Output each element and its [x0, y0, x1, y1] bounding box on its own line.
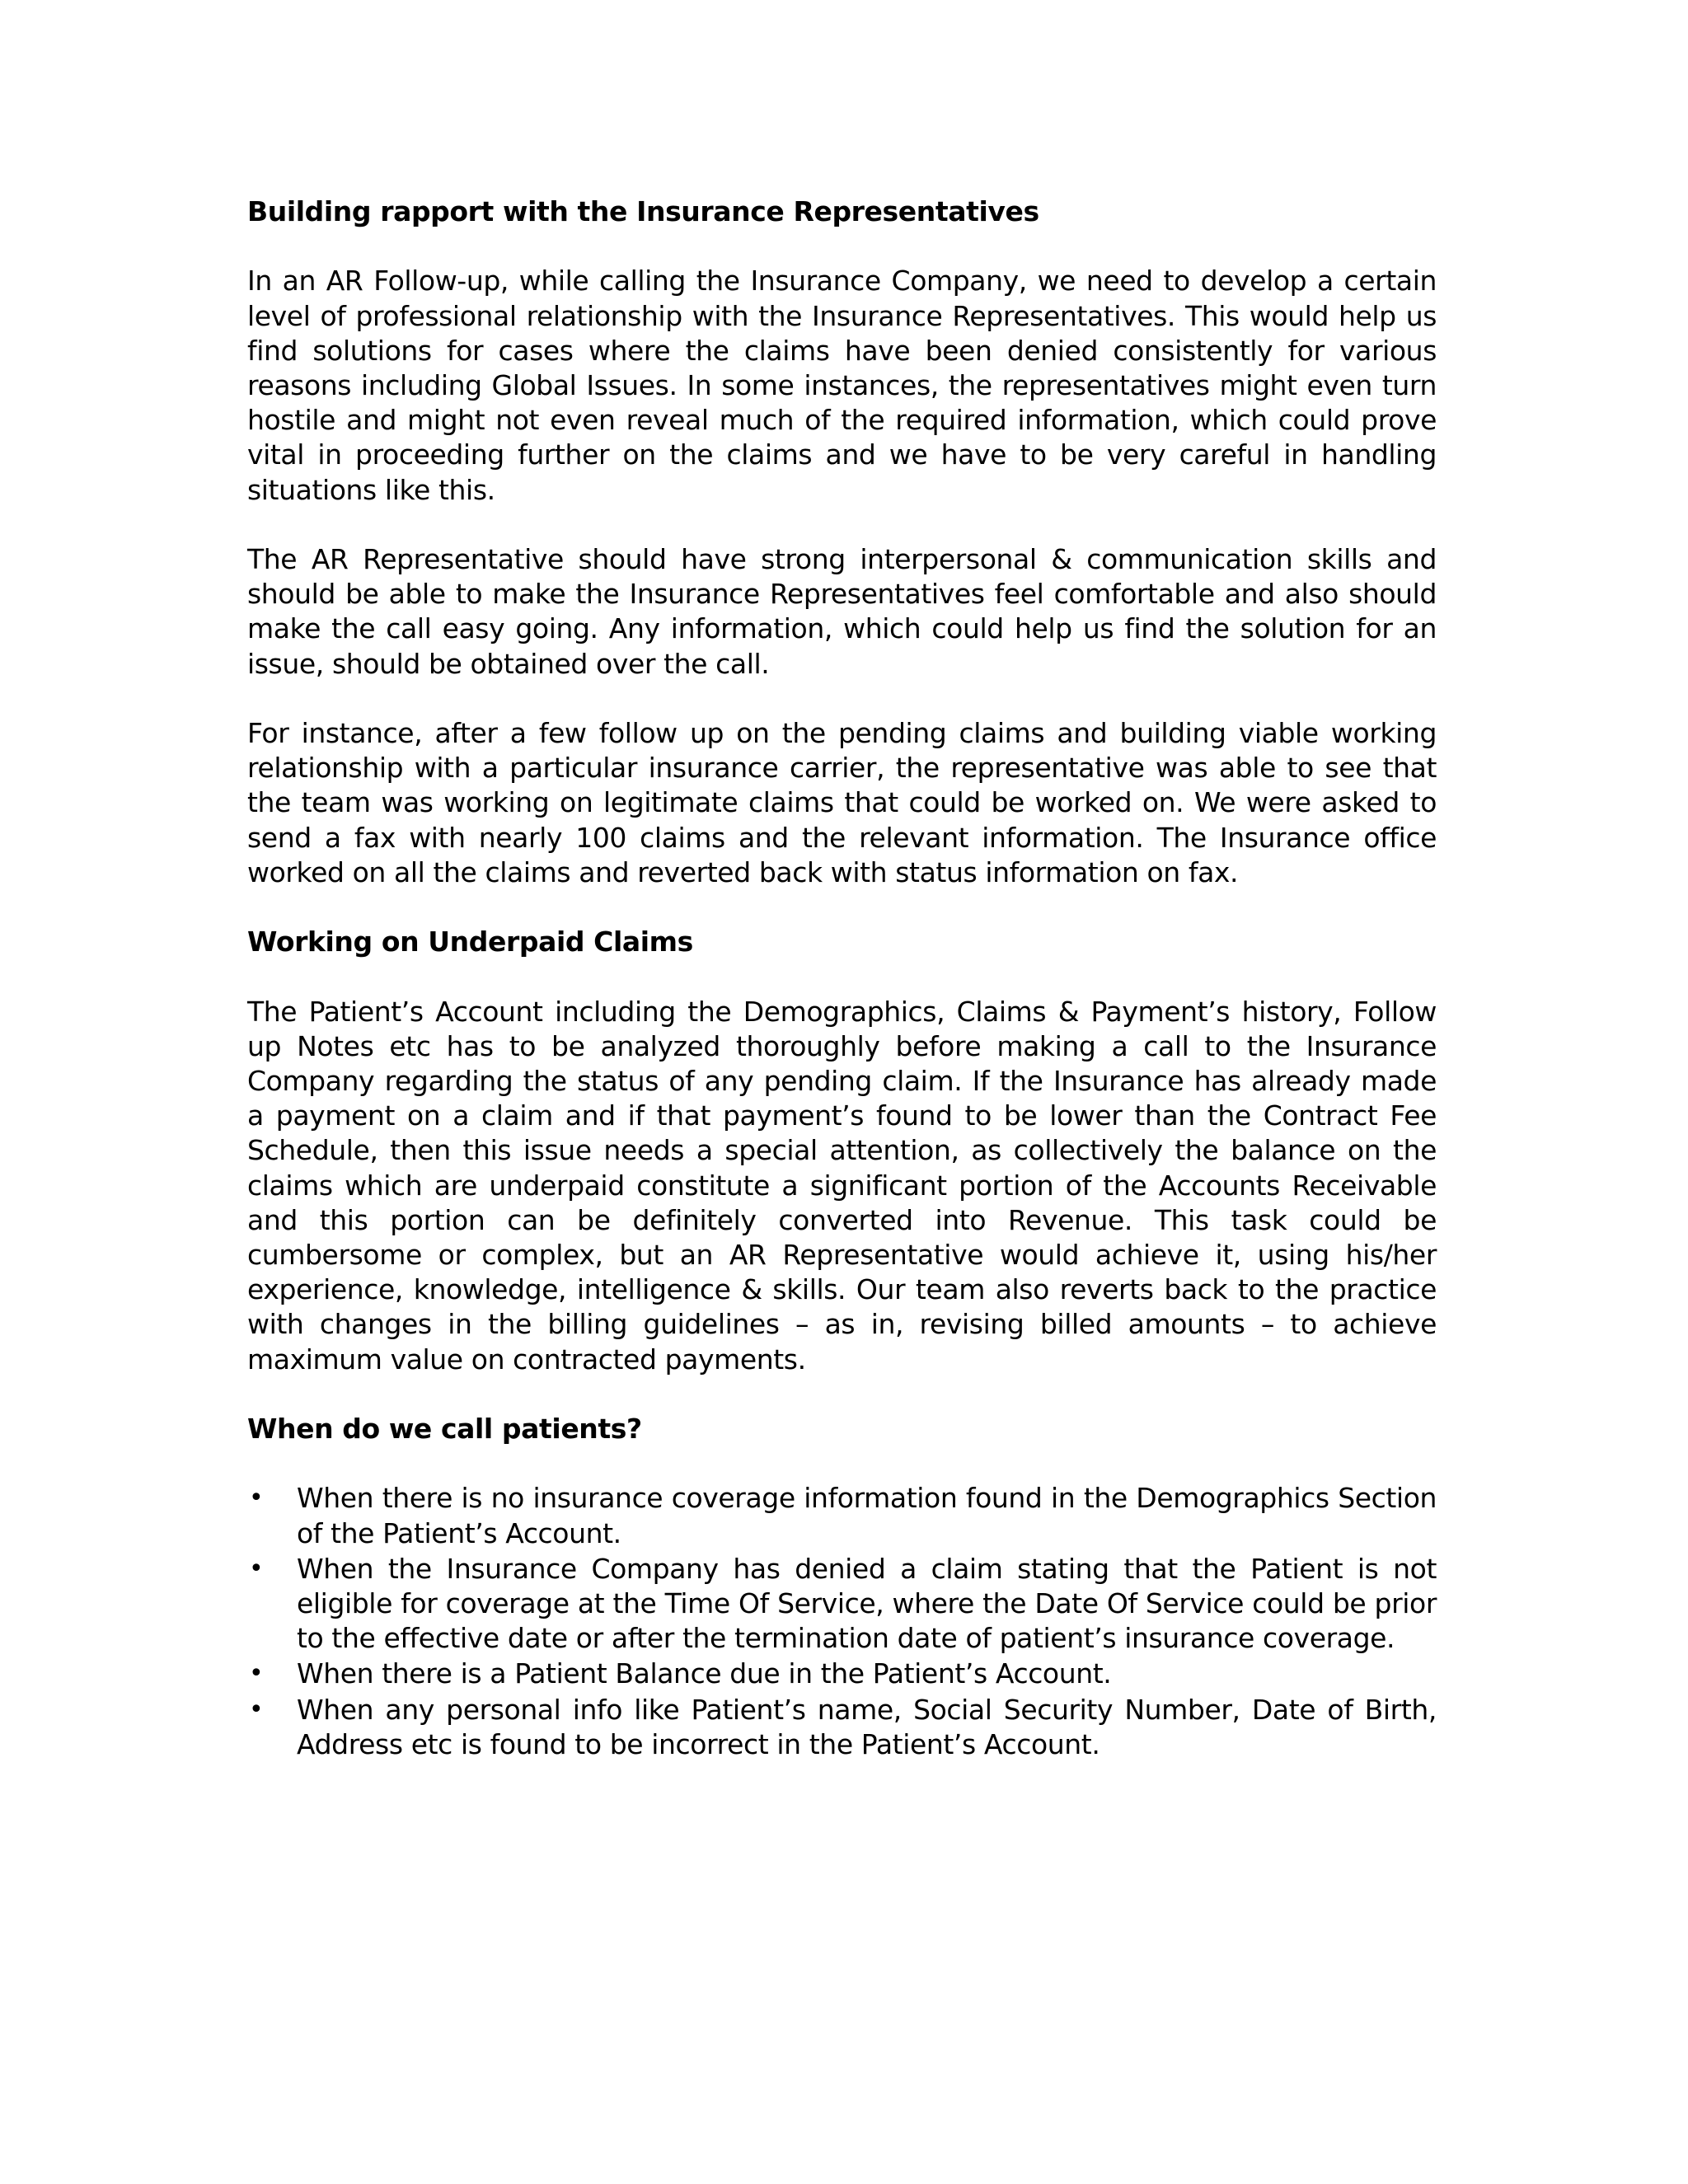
- list-item-text: When there is a Patient Balance due in the Patient’s Account.: [297, 1657, 1112, 1690]
- list-item: [247, 1552, 1437, 1657]
- spacer: [247, 229, 1437, 264]
- section-heading-underpaid: Working on Underpaid Claims: [247, 926, 693, 958]
- bullet-icon: •: [249, 1694, 264, 1724]
- list-item: [247, 1657, 1437, 1691]
- list-item: [247, 1481, 1437, 1550]
- bullet-list: [247, 1481, 1437, 1762]
- paragraph: For instance, after a few follow up on the pending claims and building viable working relationship with a particular insurance carrier, the representative was able to see that the team was working on legitimate claims that could be worked on. We were asked to send a fax with nearly 100 claims and the relevant information. The Insurance office worked on all the claims and reverted back with status information on fax.: [247, 717, 1437, 888]
- list-item-text: When any personal info like Patient’s name, Social Security Number, Date of Birth, Address etc is found to be incorrect in the Patient’s Account.: [297, 1693, 1437, 1760]
- section-heading-rapport: Building rapport with the Insurance Representatives: [247, 195, 1039, 227]
- spacer: [247, 1377, 1437, 1412]
- list-item: [247, 1693, 1437, 1762]
- bullet-icon: •: [249, 1483, 264, 1513]
- spacer: [247, 682, 1437, 716]
- paragraph: The Patient’s Account including the Demographics, Claims & Payment’s history, Follow up Notes etc has to be analyzed thoroughly before making a call to the Insurance Company regarding the status of any pending claim. If the Insurance has already made a payment on a claim and if that payment’s found to be lower than the Contract Fee Schedule, then this issue needs a special attention, as collectively the balance on the claims which are underpaid constitute a significant portion of the Accounts Receivable and this portion can be definitely converted into Revenue. This task could be cumbersome or complex, but an AR Representative would achieve it, using his/her experience, knowledge, intelligence & skills. Our team also reverts back to the practice with changes in the billing guidelines – as in, revising billed amounts – to achieve maximum value on contracted payments.: [247, 995, 1437, 1376]
- spacer: [247, 890, 1437, 925]
- bullet-icon: •: [249, 1554, 264, 1583]
- spacer: [247, 959, 1437, 994]
- bullet-icon: •: [249, 1659, 264, 1689]
- document-page: [247, 194, 1437, 1763]
- section-heading-call-patients: When do we call patients?: [247, 1413, 642, 1446]
- spacer: [247, 1446, 1437, 1481]
- list-item-text: When there is no insurance coverage information found in the Demographics Section of the Patient’s Account.: [297, 1482, 1437, 1549]
- list-item-text: When the Insurance Company has denied a claim stating that the Patient is not eligible for coverage at the Time Of Service, where the Date Of Service could be prior to the effective date or after the termination date of patient’s insurance coverage.: [297, 1552, 1437, 1655]
- paragraph: In an AR Follow-up, while calling the Insurance Company, we need to develop a certain level of professional relationship with the Insurance Representatives. This would help us find solutions for cases where the claims have been denied consistently for various reasons including Global Issues. In some instances, the representatives might even turn hostile and might not even reveal much of the required information, which could prove vital in proceeding further on the claims and we have to be very careful in handling situations like this.: [247, 265, 1437, 506]
- spacer: [247, 508, 1437, 542]
- paragraph: The AR Representative should have strong interpersonal & communication skills and should be able to make the Insurance Representatives feel comfortable and also should make the call easy going. Any information, which could help us find the solution for an issue, should be obtained over the call.: [247, 543, 1437, 680]
